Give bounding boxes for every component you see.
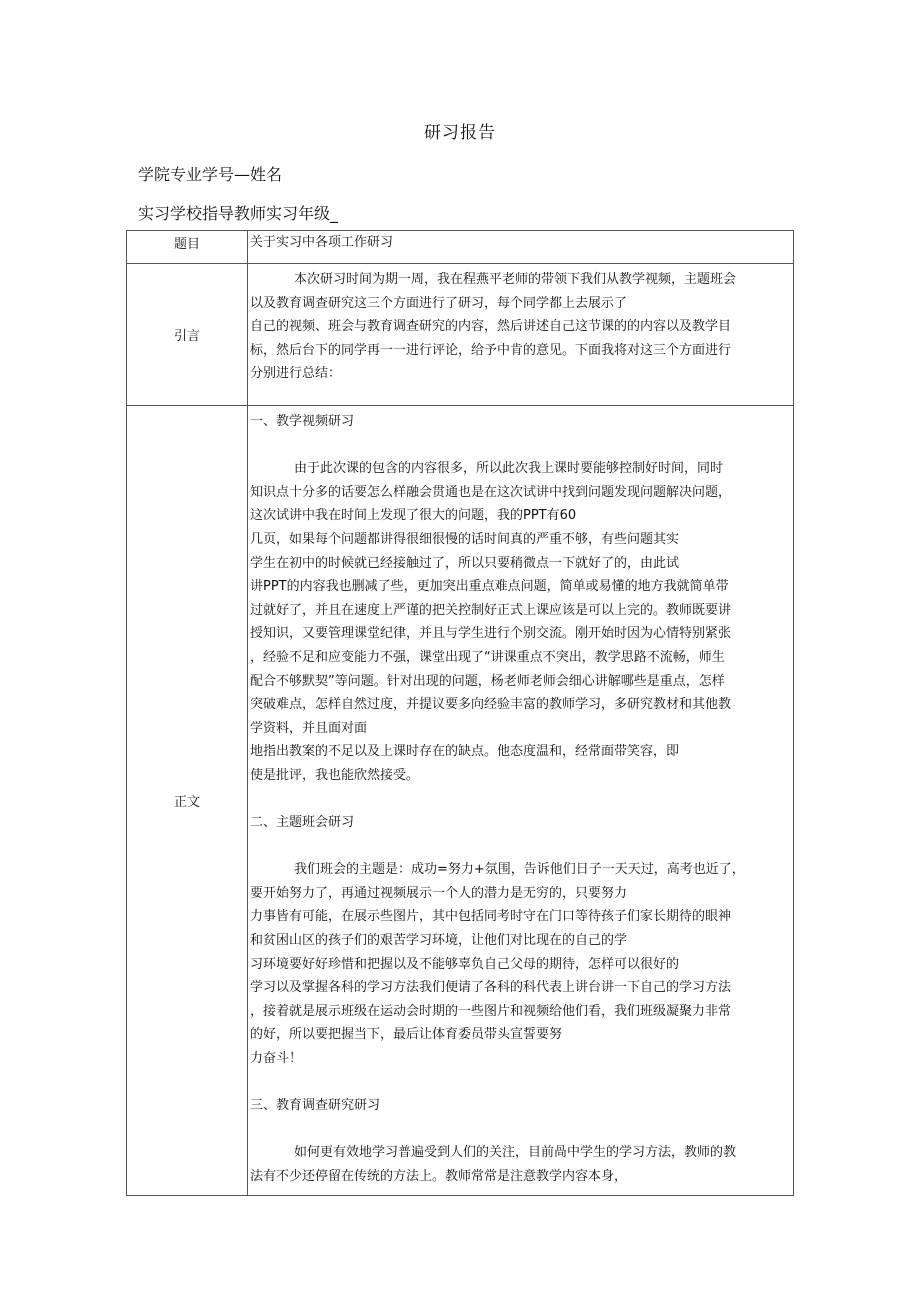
body-line: 知识点十分多的话要怎么样融会贯通也是在这次试讲中找到问题发现问题解决问题， — [250, 484, 732, 500]
report-table — [126, 230, 794, 1196]
section-heading: 二、主题班会研习 — [250, 815, 355, 831]
body-line: 配合不够默契”等问题。针对出现的问题，杨老师老师会细心讲解哪些是重点，怎样 — [250, 673, 725, 689]
meta-line-school: 实习学校指导教师实习年级_ — [138, 204, 339, 223]
meta-line-college: 学院专业学号—姓名 — [138, 165, 283, 184]
spacer — [250, 1118, 791, 1142]
intro-line: 自己的视频、班会与教育调查研究的内容，然后讲述自己这节课的的内容以及教学目 — [250, 319, 732, 335]
body-line: ，经验不足和应变能力不强，课堂出现了“讲课重点不突出，教学思路不流畅，师生 — [250, 649, 725, 665]
label-intro: 引言 — [127, 264, 248, 406]
body-line: 和贫困山区的孩子们的艰苦学习环境，让他们对比现在的自己的学 — [250, 933, 628, 949]
body-line: 这次试讲中我在时间上发现了很大的问题，我的PPT有60 — [250, 508, 577, 524]
body-line: 学习以及掌握各科的学习方法我们便请了各科的科代表上讲台讲一下自己的学习方法 — [250, 980, 732, 996]
body-line: 地指出教案的不足以及上课时存在的缺点。他态度温和，经常面带笑容，即 — [250, 744, 680, 760]
body-line: 的好，所以要把握当下，最后让体育委员带头宣誓要努 — [250, 1027, 563, 1043]
body-line: 讲PPT的内容我也删减了些，更加突出重点难点问题，简单或易懂的地方我就简单带 — [250, 579, 729, 595]
intro-line: 以及教育调查研究这三个方面进行了研习，每个同学都上去展示了 — [250, 295, 628, 311]
body-line: 突破难点，怎样自然过度，并提议要多向经验丰富的教师学习，多研究教材和其他教 — [250, 697, 732, 713]
label-topic: 题目 — [127, 231, 248, 264]
body-content — [248, 406, 794, 1196]
body-line: 力事皆有可能，在展示些图片，其中包括同考时守在门口等待孩子们家长期待的眼神 — [250, 909, 732, 925]
body-line: ，接着就是展示班级在运动会时期的一些图片和视频给他们看，我们班级凝聚力非常 — [250, 1003, 732, 1019]
body-line: 力奋斗！ — [250, 1051, 303, 1067]
section-heading: 一、教学视频研习 — [250, 414, 355, 429]
intro-line: 本次研习时间为期一周，我在程燕平老师的带领下我们从教学视频，主题班会 — [294, 272, 737, 287]
spacer — [250, 1071, 791, 1095]
body-line: 由于此次课的包含的内容很多，所以此次我上课时要能够控制好时间，同时 — [294, 461, 724, 477]
body-line: 几页，如果每个问题都讲得很细很慢的话时间真的严重不够，有些问题其实 — [250, 531, 680, 547]
intro-line: 标，然后台下的同学再一一进行评论，给予中肯的意见。下面我将对这三个方面进行 — [250, 342, 732, 358]
body-line: 法有不少还停留在传统的方法上。教师常常是注意教学内容本身， — [250, 1169, 628, 1184]
table-row-body — [127, 406, 794, 1196]
table-row-topic — [127, 231, 794, 264]
table-row-intro — [127, 264, 794, 406]
body-line: 学生在初中的时候就已经接触过了，所以只要稍微点一下就好了的，由此试 — [250, 555, 680, 571]
body-line: 授知识，又要管理课堂纪律，并且与学生进行个别交流。刚开始时因为心情特别紧张 — [250, 626, 732, 642]
body-line: 要开始努力了，再通过视频展示一个人的潜力是无穷的，只要努力 — [250, 885, 628, 901]
body-line: 习环境要好好珍惜和把握以及不能够辜负自己父母的期待，怎样可以很好的 — [250, 956, 680, 972]
topic-content: 关于实习中各项工作研习 — [248, 231, 794, 264]
document-title: 研习报告 — [424, 123, 496, 143]
spacer — [250, 835, 791, 859]
body-line: 过就好了，并且在速度上严谨的把关控制好正式上课应该是可以上完的。教师既要讲 — [250, 602, 732, 618]
intro-content — [248, 264, 794, 406]
body-line: 我们班会的主题是：成功=努力+氛围，告诉他们日子一天天过，高考也近了， — [294, 862, 745, 878]
label-body: 正文 — [127, 406, 248, 1196]
section-heading: 三、教育调查研究研习 — [250, 1098, 381, 1114]
spacer — [250, 788, 791, 812]
spacer — [250, 434, 791, 458]
intro-line: 分别进行总结： — [250, 366, 342, 382]
body-line: 如何更有效地学习普遍受到人们的关注，目前咼中学生的学习方法，教师的教 — [294, 1145, 737, 1161]
body-line: 学资料，并且面对面 — [250, 720, 368, 736]
body-line: 使是批评，我也能欣然接受。 — [250, 767, 420, 783]
